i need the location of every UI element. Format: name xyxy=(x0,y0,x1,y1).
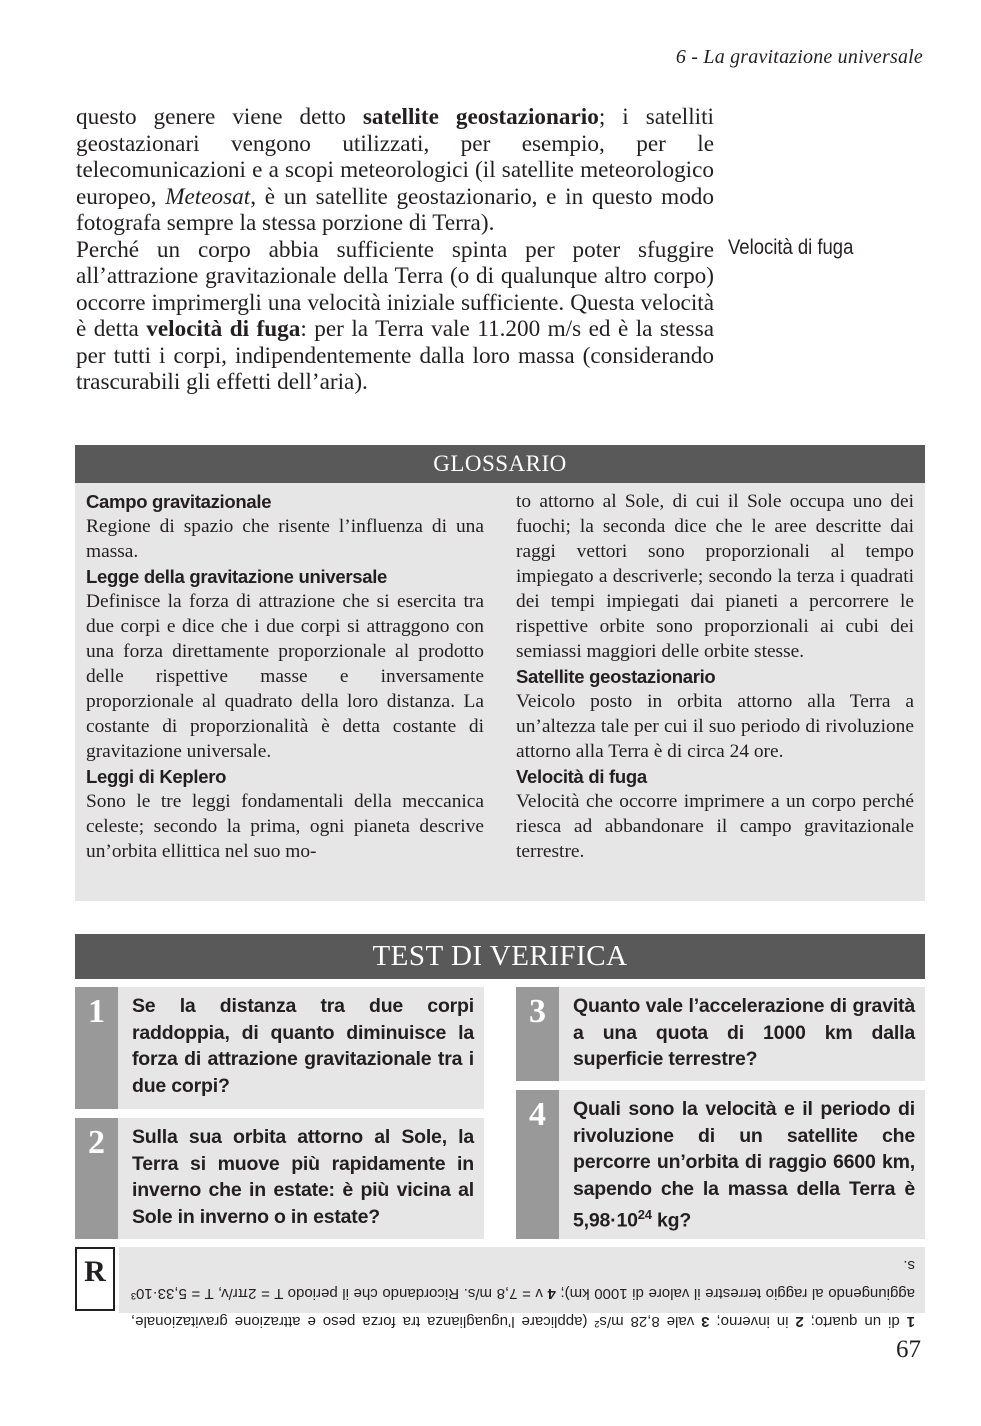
glossary-definition: Sono le tre leggi fondamentali della meccanica celeste; secondo la prima, ogni pianeta descrive un’orbita ellittica nel suo mo- xyxy=(86,791,484,862)
question-text: Sulla sua orbita attorno al Sole, la Terra si muove più rapidamente in inverno che in estate: è più vicina al Sole in inverno o in estate? xyxy=(132,1126,474,1228)
body-text xyxy=(76,104,714,396)
glossary-box xyxy=(75,445,925,901)
glossary-column-right xyxy=(516,489,914,864)
glossary-term: Campo gravitazionale xyxy=(86,491,272,512)
glossary-column-left xyxy=(86,489,484,864)
glossary-definition: Velocità che occorre imprimere a un corpo perché riesca ad abbandonare il campo gravitazionale terrestre. xyxy=(516,791,914,862)
question-number: 2 xyxy=(75,1118,118,1239)
paragraph-geostationary: questo genere viene detto satellite geostazionario; i satelliti geostazionari vengono utilizzati, per esempio, per le telecomunicazioni e a scopi meteorologici (il satellite meteorologico europeo, Meteosat, è un satellite geostazionario, e in questo modo fotografa sempre la stessa porzione di Terra). xyxy=(76,104,714,236)
question-2 xyxy=(75,1118,484,1239)
term-meteosat: Meteosat xyxy=(165,183,251,210)
question-3 xyxy=(516,987,925,1081)
margin-note: Velocità di fuga xyxy=(728,236,854,259)
page-number: 67 xyxy=(896,1336,921,1363)
question-text: Quanto vale l’accelerazione di gravità a una quota di 1000 km dalla superficie terrestre? xyxy=(573,995,915,1071)
question-4 xyxy=(516,1090,925,1239)
glossary-definition: Regione di spazio che risente l’influenza di una massa. xyxy=(86,516,484,562)
question-text: Se la distanza tra due corpi raddoppia, di quanto diminuisce la forza di attrazione gravitazionale tra i due corpi? xyxy=(132,995,474,1097)
question-number: 3 xyxy=(516,987,559,1081)
question-number: 1 xyxy=(75,987,118,1109)
glossary-definition-continued: to attorno al Sole, di cui il Sole occupa uno dei fuochi; la seconda dice che le aree descritte dai raggi vettori sono proporzionali al tempo impiegato a descriverle; secondo la terza i quadrati dei tempi impiegati dai pianeti a percorrere le rispettive orbite sono proporzionali ai cubi dei semiassi maggiori delle orbite stesse. xyxy=(516,491,914,662)
answers-text-upside-down: 1 di un quarto; 2 in inverno; 3 vale 8,28 m/s² (applicare l’uguaglianza tra forza peso e attrazione gravitazionale, aggiungendo al raggio terrestre il valore di 1000 km); 4 v = 7,8 m/s. Ricordando che il periodo T = 2πr/v, T = 5,33·10³ s. xyxy=(131,1257,915,1330)
question-number: 4 xyxy=(516,1090,559,1239)
answers-band xyxy=(119,1247,925,1330)
running-header: 6 - La gravitazione universale xyxy=(675,46,923,68)
answers-section xyxy=(75,1247,925,1330)
question-text: Quali sono la velocità e il periodo di rivoluzione di un satellite che percorre un’orbita di raggio 6600 km, sapendo che la massa della Terra è $5,98\cdot 10^{24}$ kg? xyxy=(573,1098,915,1232)
glossary-definition: Veicolo posto in orbita attorno alla Terra a un’altezza tale per cui il suo periodo di rivoluzione attorno alla Terra è di circa 24 ore. xyxy=(516,691,914,762)
answers-label: R xyxy=(75,1247,115,1311)
paragraph-escape-velocity: Perché un corpo abbia sufficiente spinta per poter sfuggire all’attrazione gravitazionale della Terra (o di qualunque altro corpo) occorre imprimergli una velocità iniziale sufficiente. Questa velocità è detta velocità di fuga: per la Terra vale 11.200 m/s ed è la stessa per tutti i corpi, indipendentemente dalla loro massa (considerando trascurabili gli effetti dell’aria). xyxy=(76,236,715,395)
term-satellite-geostazionario: satellite geostazionario xyxy=(362,104,599,130)
term-velocita-di-fuga: velocità di fuga xyxy=(146,316,301,342)
glossary-term: Leggi di Keplero xyxy=(86,766,227,787)
test-title: TEST DI VERIFICA xyxy=(75,934,925,979)
glossary-title: GLOSSARIO xyxy=(75,445,925,483)
question-1 xyxy=(75,987,484,1109)
glossary-term: Satellite geostazionario xyxy=(516,666,716,687)
glossary-definition: Definisce la forza di attrazione che si esercita tra due corpi e dice che i due corpi si attraggono con una forza direttamente proporzionale al prodotto delle rispettive masse e inversamente proporzionale al quadrato della loro distanza. La costante di proporzionalità è detta costante di gravitazione universale. xyxy=(86,591,484,762)
glossary-term: Legge della gravitazione universale xyxy=(86,566,388,587)
glossary-term: Velocità di fuga xyxy=(516,766,647,787)
